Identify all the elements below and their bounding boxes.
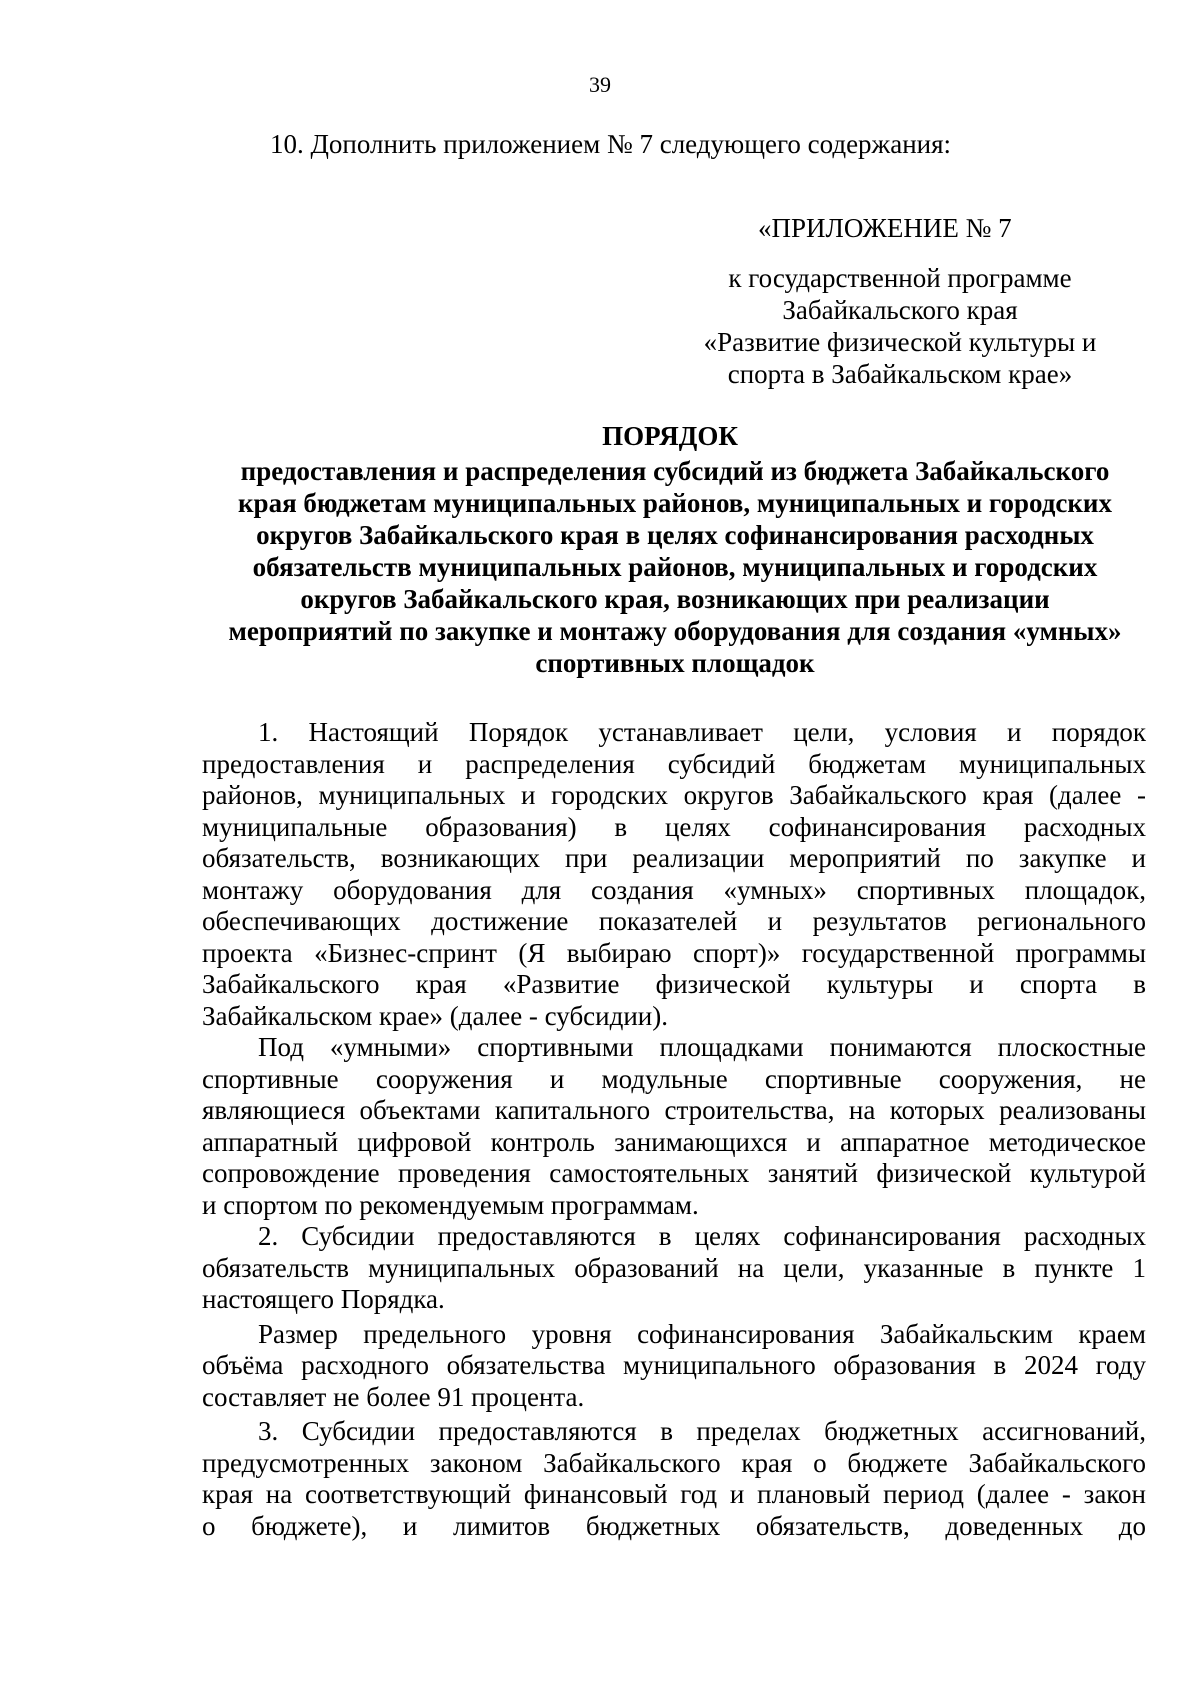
appendix-caption-line: Забайкальского края xyxy=(782,295,1018,325)
body-line: монтажу оборудования для создания «умных» спортивных площадок, xyxy=(202,874,1146,905)
body-paragraph xyxy=(202,717,1146,1032)
body-line: составляет не более 91 процента. xyxy=(202,1381,585,1412)
appendix-caption-line: спорта в Забайкальском крае» xyxy=(727,359,1073,389)
body-line: 3. Субсидии предоставляются в пределах бюджетных ассигнований, xyxy=(258,1416,1146,1446)
body-line: Размер предельного уровня софинансирования Забайкальским краем xyxy=(258,1318,1146,1349)
document-subtitle-line: округов Забайкальского края, возникающих при реализации xyxy=(300,584,1050,614)
body-line: предоставления и распределения субсидий бюджетам муниципальных xyxy=(202,748,1146,779)
body-line: муниципальные образования) в целях софинансирования расходных xyxy=(202,811,1146,842)
body-paragraph xyxy=(202,1032,1146,1221)
amendment-intro: 10. Дополнить приложением № 7 следующего содержания: xyxy=(270,129,952,159)
document-subtitle-line: предоставления и распределения субсидий из бюджета Забайкальского xyxy=(240,456,1110,486)
body-line: объёма расходного обязательства муниципального образования в 2024 году xyxy=(202,1350,1146,1380)
body-paragraph xyxy=(202,1416,1146,1542)
body-line: предусмотренных законом Забайкальского края о бюджете Забайкальского xyxy=(202,1447,1146,1478)
document-body xyxy=(202,717,1146,1542)
body-line: проекта «Бизнес-спринт (Я выбираю спорт)» государственной программы xyxy=(202,937,1146,968)
body-line: спортивные сооружения и модульные спортивные сооружения, не xyxy=(202,1063,1146,1094)
body-line: настоящего Порядка. xyxy=(202,1284,445,1314)
body-line: сопровождение проведения самостоятельных занятий физической культурой xyxy=(202,1158,1146,1188)
body-line: обязательств муниципальных образований на цели, указанные в пункте 1 xyxy=(202,1252,1146,1283)
document-subtitle-line: края бюджетам муниципальных районов, муниципальных и городских xyxy=(238,488,1112,518)
appendix-caption xyxy=(660,262,1140,390)
body-line: 2. Субсидии предоставляются в целях софинансирования расходных xyxy=(258,1221,1146,1251)
document-subtitle-line: спортивных площадок xyxy=(535,648,815,678)
body-line: о бюджете), и лимитов бюджетных обязательств, доведенных до xyxy=(202,1510,1146,1541)
appendix-title: «ПРИЛОЖЕНИЕ № 7 xyxy=(758,213,1012,243)
body-paragraph xyxy=(202,1319,1146,1414)
body-line: 1. Настоящий Порядок устанавливает цели, условия и порядок xyxy=(258,717,1146,747)
document-subtitle-line: округов Забайкальского края в целях софинансирования расходных xyxy=(256,520,1094,550)
body-line: Под «умными» спортивными площадками понимаются плоскостные xyxy=(258,1032,1146,1062)
body-line: и спортом по рекомендуемым программам. xyxy=(202,1189,699,1220)
appendix-caption-line: к государственной программе xyxy=(728,263,1072,293)
body-paragraph xyxy=(202,1221,1146,1316)
body-line: обязательств, возникающих при реализации мероприятий по закупке и xyxy=(202,843,1146,873)
body-line: Забайкальского края «Развитие физической культуры и спорта в xyxy=(202,969,1146,999)
document-subtitle xyxy=(150,455,1200,679)
body-line: края на соответствующий финансовый год и плановый период (далее - закон xyxy=(202,1479,1146,1509)
document-subtitle-line: мероприятий по закупке и монтажу оборудования для создания «умных» xyxy=(228,616,1122,646)
document-title: ПОРЯДОК xyxy=(602,421,738,451)
document-subtitle-line: обязательств муниципальных районов, муниципальных и городских xyxy=(252,552,1098,582)
body-line: являющиеся объектами капитального строительства, на которых реализованы xyxy=(202,1095,1146,1125)
body-line: аппаратный цифровой контроль занимающихся и аппаратное методическое xyxy=(202,1126,1146,1157)
page-number: 39 xyxy=(589,72,611,97)
appendix-caption-line: «Развитие физической культуры и xyxy=(703,327,1097,357)
body-line: обеспечивающих достижение показателей и результатов регионального xyxy=(202,906,1146,936)
body-line: районов, муниципальных и городских округов Забайкальского края (далее - xyxy=(202,780,1146,810)
body-line: Забайкальском крае» (далее - субсидии). xyxy=(202,1000,668,1031)
